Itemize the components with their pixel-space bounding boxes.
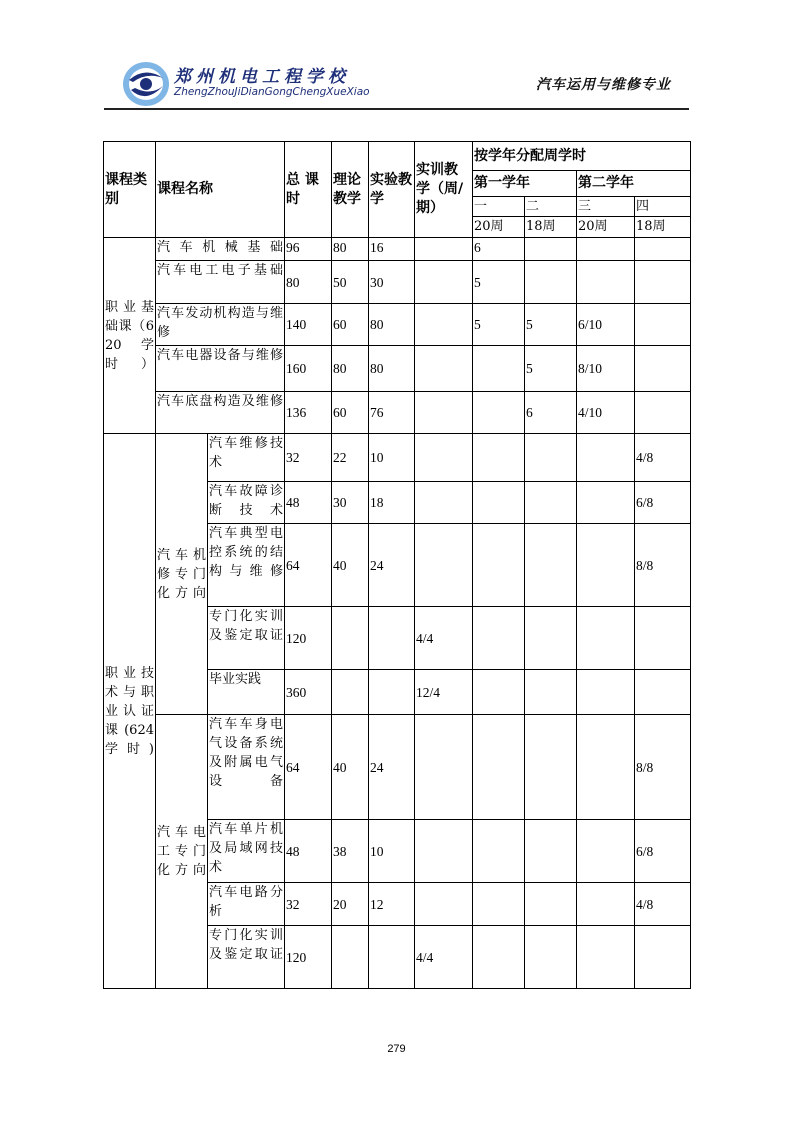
term-3-hours: [577, 670, 635, 715]
total-hours: 96: [285, 238, 332, 261]
course-name: 汽车电器设备与维修: [156, 346, 285, 392]
term-3-hours: 8/10: [577, 346, 635, 392]
school-logo-icon: [121, 60, 171, 108]
table-row: [104, 715, 691, 820]
experiment-hours: [369, 670, 415, 715]
term-1-hours: 5: [473, 304, 525, 346]
term-1-hours: [473, 670, 525, 715]
term-2-hours: 5: [525, 304, 577, 346]
term-2-hours: 6: [525, 392, 577, 434]
term-2-hours: [525, 715, 577, 820]
term-4-hours: 8/8: [635, 715, 691, 820]
course-name: 汽车车身电气设备系统及附属电气设备: [208, 715, 285, 820]
theory-hours: 40: [332, 524, 369, 607]
theory-hours: 80: [332, 346, 369, 392]
term-1-hours: [473, 883, 525, 926]
term-4-hours: [635, 238, 691, 261]
term-4-hours: [635, 346, 691, 392]
theory-hours: [332, 926, 369, 989]
direction-mechanical: 汽车机修专门化方向: [156, 434, 208, 715]
term-1-hours: 5: [473, 261, 525, 304]
table-row: [104, 261, 691, 304]
practice-weeks: [415, 346, 473, 392]
term-2-hours: [525, 482, 577, 524]
theory-hours: 20: [332, 883, 369, 926]
practice-weeks: 4/4: [415, 607, 473, 670]
term-3-hours: [577, 261, 635, 304]
term-2-hours: [525, 607, 577, 670]
experiment-hours: 80: [369, 346, 415, 392]
term-4-hours: [635, 392, 691, 434]
term-1-hours: [473, 820, 525, 883]
course-name: 汽车单片机及局域网技术: [208, 820, 285, 883]
header-practice: 实训教学（周/期）: [415, 142, 473, 238]
header-weeks-3: 20周: [577, 217, 635, 238]
experiment-hours: 24: [369, 715, 415, 820]
term-4-hours: 6/8: [635, 820, 691, 883]
course-name: 汽车典型电控系统的结构与维修: [208, 524, 285, 607]
term-3-hours: [577, 482, 635, 524]
course-name: 专门化实训及鉴定取证: [208, 926, 285, 989]
total-hours: 48: [285, 482, 332, 524]
term-2-hours: [525, 926, 577, 989]
term-2-hours: [525, 261, 577, 304]
theory-hours: [332, 607, 369, 670]
practice-weeks: 4/4: [415, 926, 473, 989]
table-row: [104, 304, 691, 346]
theory-hours: 30: [332, 482, 369, 524]
table-row: [104, 346, 691, 392]
header-distribution: 按学年分配周学时: [473, 142, 691, 171]
practice-weeks: [415, 434, 473, 482]
header-weeks-1: 20周: [473, 217, 525, 238]
course-name: 汽车电路分析: [208, 883, 285, 926]
term-2-hours: [525, 670, 577, 715]
theory-hours: 60: [332, 392, 369, 434]
header-course-name: 课程名称: [156, 142, 285, 238]
term-1-hours: [473, 482, 525, 524]
header-year-2: 第二学年: [577, 171, 691, 197]
term-1-hours: [473, 524, 525, 607]
experiment-hours: [369, 607, 415, 670]
term-3-hours: [577, 715, 635, 820]
term-1-hours: 6: [473, 238, 525, 261]
theory-hours: 60: [332, 304, 369, 346]
page-number: 279: [387, 1043, 406, 1055]
experiment-hours: 24: [369, 524, 415, 607]
table-row: [104, 392, 691, 434]
practice-weeks: [415, 392, 473, 434]
term-1-hours: [473, 607, 525, 670]
header-category: 课程类别: [104, 142, 156, 238]
experiment-hours: 80: [369, 304, 415, 346]
term-4-hours: [635, 926, 691, 989]
course-name: 汽车维修技术: [208, 434, 285, 482]
total-hours: 32: [285, 883, 332, 926]
term-2-hours: [525, 524, 577, 607]
term-3-hours: [577, 238, 635, 261]
theory-hours: 22: [332, 434, 369, 482]
school-name-pinyin: ZhengZhouJiDianGongChengXueXiao: [174, 86, 370, 98]
theory-hours: 50: [332, 261, 369, 304]
header-theory: 理论教学: [332, 142, 369, 238]
header-term-1: 一: [473, 197, 525, 217]
term-3-hours: [577, 524, 635, 607]
term-1-hours: [473, 715, 525, 820]
course-name: 毕业实践: [208, 670, 285, 715]
term-3-hours: [577, 820, 635, 883]
direction-electrical: 汽车电工专门化方向: [156, 715, 208, 989]
total-hours: 160: [285, 346, 332, 392]
school-name-chinese: 郑州机电工程学校: [174, 67, 350, 87]
total-hours: 64: [285, 715, 332, 820]
term-2-hours: [525, 883, 577, 926]
total-hours: 120: [285, 607, 332, 670]
curriculum-table: [103, 141, 691, 989]
practice-weeks: [415, 482, 473, 524]
term-4-hours: [635, 304, 691, 346]
header-year-1: 第一学年: [473, 171, 577, 197]
major-title: 汽车运用与维修专业: [536, 77, 671, 93]
practice-weeks: [415, 883, 473, 926]
practice-weeks: [415, 238, 473, 261]
experiment-hours: 16: [369, 238, 415, 261]
term-4-hours: [635, 607, 691, 670]
practice-weeks: [415, 524, 473, 607]
term-1-hours: [473, 346, 525, 392]
total-hours: 48: [285, 820, 332, 883]
total-hours: 360: [285, 670, 332, 715]
page-header: [0, 0, 793, 115]
total-hours: 32: [285, 434, 332, 482]
theory-hours: 38: [332, 820, 369, 883]
term-1-hours: [473, 926, 525, 989]
header-term-3: 三: [577, 197, 635, 217]
course-name: 汽车发动机构造与维修: [156, 304, 285, 346]
category-basic: 职业基础课（620学时）: [104, 238, 156, 434]
practice-weeks: 12/4: [415, 670, 473, 715]
experiment-hours: 12: [369, 883, 415, 926]
term-3-hours: [577, 883, 635, 926]
term-3-hours: 4/10: [577, 392, 635, 434]
term-1-hours: [473, 434, 525, 482]
course-name: 汽车电工电子基础: [156, 261, 285, 304]
experiment-hours: 76: [369, 392, 415, 434]
term-4-hours: [635, 670, 691, 715]
table-row: [104, 434, 691, 482]
theory-hours: 40: [332, 715, 369, 820]
experiment-hours: 30: [369, 261, 415, 304]
total-hours: 64: [285, 524, 332, 607]
experiment-hours: [369, 926, 415, 989]
header-experiment: 实验教学: [369, 142, 415, 238]
experiment-hours: 10: [369, 434, 415, 482]
term-3-hours: [577, 926, 635, 989]
total-hours: 120: [285, 926, 332, 989]
term-1-hours: [473, 392, 525, 434]
practice-weeks: [415, 715, 473, 820]
course-name: 汽车底盘构造及维修: [156, 392, 285, 434]
header-total-hours: 总 课时: [285, 142, 332, 238]
total-hours: 140: [285, 304, 332, 346]
term-3-hours: [577, 607, 635, 670]
course-name: 汽车机械基础: [156, 238, 285, 261]
experiment-hours: 18: [369, 482, 415, 524]
course-name: 汽车故障诊断技术: [208, 482, 285, 524]
theory-hours: 80: [332, 238, 369, 261]
term-2-hours: [525, 434, 577, 482]
term-3-hours: 6/10: [577, 304, 635, 346]
header-term-4: 四: [635, 197, 691, 217]
course-name: 专门化实训及鉴定取证: [208, 607, 285, 670]
term-4-hours: 6/8: [635, 482, 691, 524]
term-2-hours: [525, 238, 577, 261]
category-technical: 职业技术与职业认证课(624学时): [104, 434, 156, 989]
practice-weeks: [415, 304, 473, 346]
term-4-hours: 4/8: [635, 883, 691, 926]
total-hours: 136: [285, 392, 332, 434]
header-weeks-2: 18周: [525, 217, 577, 238]
total-hours: 80: [285, 261, 332, 304]
header-term-2: 二: [525, 197, 577, 217]
practice-weeks: [415, 261, 473, 304]
term-4-hours: 8/8: [635, 524, 691, 607]
table-row: [104, 238, 691, 261]
header-weeks-4: 18周: [635, 217, 691, 238]
practice-weeks: [415, 820, 473, 883]
term-3-hours: [577, 434, 635, 482]
term-4-hours: 4/8: [635, 434, 691, 482]
header-divider: [104, 108, 689, 110]
term-2-hours: [525, 820, 577, 883]
term-2-hours: 5: [525, 346, 577, 392]
term-4-hours: [635, 261, 691, 304]
experiment-hours: 10: [369, 820, 415, 883]
theory-hours: [332, 670, 369, 715]
